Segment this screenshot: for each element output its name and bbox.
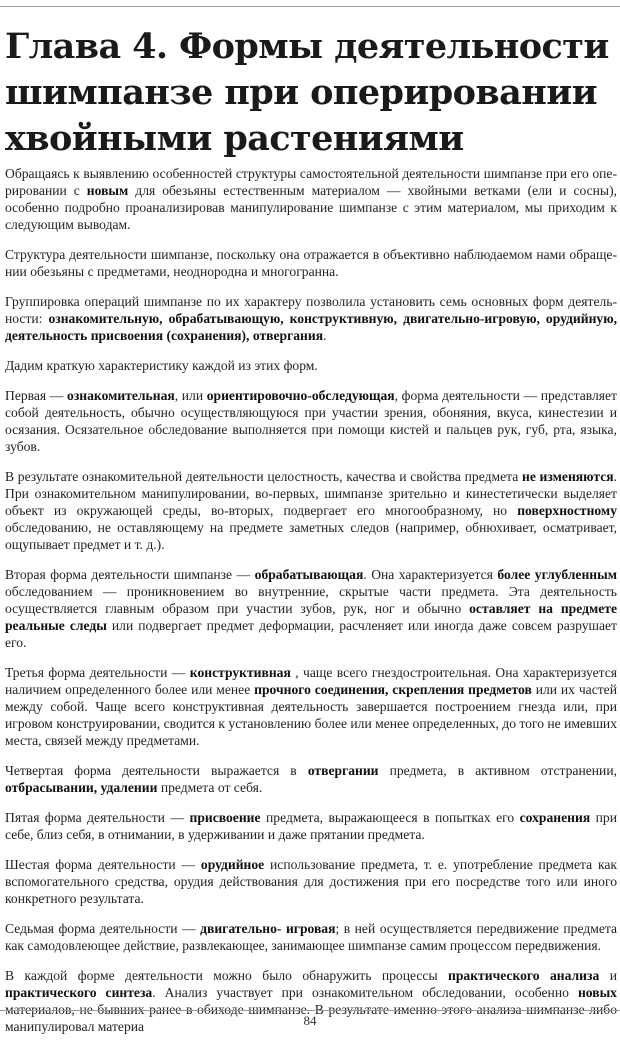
text-run: . [323,328,327,343]
text-run: предмета, в активном отстранении, [378,763,618,778]
emphasis-text: орудийное [200,857,265,872]
text-run: Вторая форма деятельности шимпанзе — [5,567,255,582]
emphasis-text: сохранения [519,810,591,825]
text-run: Четвертая форма деятельности выражается в [5,763,308,778]
text-run: Третья форма деятельности — [5,665,190,680]
text-run: и [599,968,617,983]
emphasis-text: отвергании [307,763,379,778]
paragraph [5,165,617,233]
text-run: Структура деятельности шимпанзе, поскольку она отражается в объективно наблюдаемом нами обращении обезьяны с предметами, неоднородна и многогранна. [5,247,617,279]
emphasis-text: не изменяются [521,469,614,484]
top-rule [0,6,620,7]
paragraph [5,293,617,344]
paragraph [5,566,617,651]
text-run: В каждой форме деятельности можно было обнаружить процессы [5,968,449,983]
emphasis-text: поверхностному [517,503,617,518]
text-run: Дадим краткую характеристику каждой из этих форм. [5,358,318,373]
text-run: или подвергает предмет деформации, расчленяет или иногда даже совсем разрушает его. [5,618,617,650]
paragraph [5,762,617,796]
text-run: , или [174,388,207,403]
text-run: . При ознакомительном манипулировании, во-первых, шимпанзе зрительно и кинестетически выделяет объект из окружающей среды, во-вторых, подвергает его многообразному, но [5,469,617,518]
emphasis-text: ориентировочно-обследующая [206,388,395,403]
emphasis-text: прочного соединения, скрепления предметов [254,682,532,697]
text-run: для обезьяны естественным материалом — хвойными ветками (ели и сосны), особенно подробно проанализировав манипулирование шимпанзе с этим материалом, мы приходим к следующим выводам. [5,183,617,232]
emphasis-text: ознакомительную, обрабатывающую, конструктивную, двигательно-игровую, орудийную, деятельность присвоения (сохранения), отвергания [5,311,617,343]
text-run: В результате ознакомительной деятельности целостность, качества и свойства предмета [5,469,522,484]
paragraph [5,246,617,280]
page-number: 84 [303,1013,317,1028]
emphasis-text: практического анализа [448,968,600,983]
text-run: или их частей между собой. Чаще всего конструктивная деятельность завершается построением гнезда или, при игровом конструировании, сводится к установлению более или менее определенных, до того не имевших места, связей между предметами. [5,682,617,748]
paragraph [5,920,617,954]
bottom-rule [0,1010,620,1011]
text-run: Седьмая форма деятельности — [5,921,201,936]
text-run: , чаще всего гнездостроительная. Она характеризуется наличием определенного более или менее [5,665,617,697]
text-run: . Анализ участвует при ознакомительном обследовании, особенно [152,985,578,1000]
text-run: Пятая форма деятельности — [5,810,190,825]
text-run: Шестая форма деятельности — [5,857,201,872]
text-run: ; в ней осуществляется передвижение предмета как самодовлеющее действие, развлекающее, занимающее шимпанзе самим процессом передвижения. [5,921,618,953]
chapter-title: Глава 4. Формы деятельности шимпанзе при оперировании хвойными растениями [5,26,609,159]
text-run: предмета от себя. [157,780,263,795]
emphasis-text: присвоение [189,810,261,825]
paragraph [5,664,617,749]
paragraph [5,387,617,455]
emphasis-text: отбрасывании, удалении [5,780,158,795]
text-run: Первая — [5,388,68,403]
text-run: Группировка операций шимпанзе по их характеру позволила установить семь основных форм деятельности: [5,294,617,326]
emphasis-text: ознакомительная [67,388,175,403]
text-run: при себе, близ себя, в отнимании, в удерживании и даже прятании предмета. [5,810,617,842]
text-run: использование предмета, т. е. употребление предмета как вспомогательного средства, орудия действования для достижения при его посредстве того или иного конкретного результата. [5,857,617,906]
text-run: , форма деятельности — представляет собой деятельность, обычно осуществляющуюся при участии зрения, обоняния, вкуса, кинестезии и осязания. Осязательное обследование выполняется при помощи кистей и пальцев рук, губ, рта, языка, зубов. [5,388,617,454]
text-run: предмета, выражающееся в попытках его [260,810,520,825]
emphasis-text: более углубленным [497,567,617,582]
emphasis-text: оставляет на предмете реальные следы [5,601,617,633]
paragraph [5,856,617,907]
text-run: . Она характеризуется [363,567,498,582]
emphasis-text: новых [577,985,617,1000]
text-run: обследованию, не оставляющему на предмете заметных следов (например, обнюхивает, осматривает, ощупывает предмет и т. д.). [5,520,617,552]
emphasis-text: практического синтеза [5,985,153,1000]
paragraph [5,468,617,553]
paragraph [5,809,617,843]
emphasis-text: конструктивная [189,665,291,680]
body-text [5,165,617,1048]
text-run: обследованием — проникновением во внутренние, скрытые части предмета. Эта деятельность осуществляется главным образом при участии зубов, рук, ног и обычно [5,584,617,616]
paragraph [5,357,617,374]
emphasis-text: новым [86,183,129,198]
emphasis-text: обрабатывающая [254,567,364,582]
emphasis-text: двигательно- игровая [200,921,336,936]
text-run: материалов, не бывших ранее в обиходе шимпанзе. В результате именно этого анализа шимпанзе либо манипулировал материа [5,1002,617,1034]
text-run: Обращаясь к выявлению особенностей структуры самостоятельной деятельности шимпанзе при его оперировании с [5,166,617,198]
